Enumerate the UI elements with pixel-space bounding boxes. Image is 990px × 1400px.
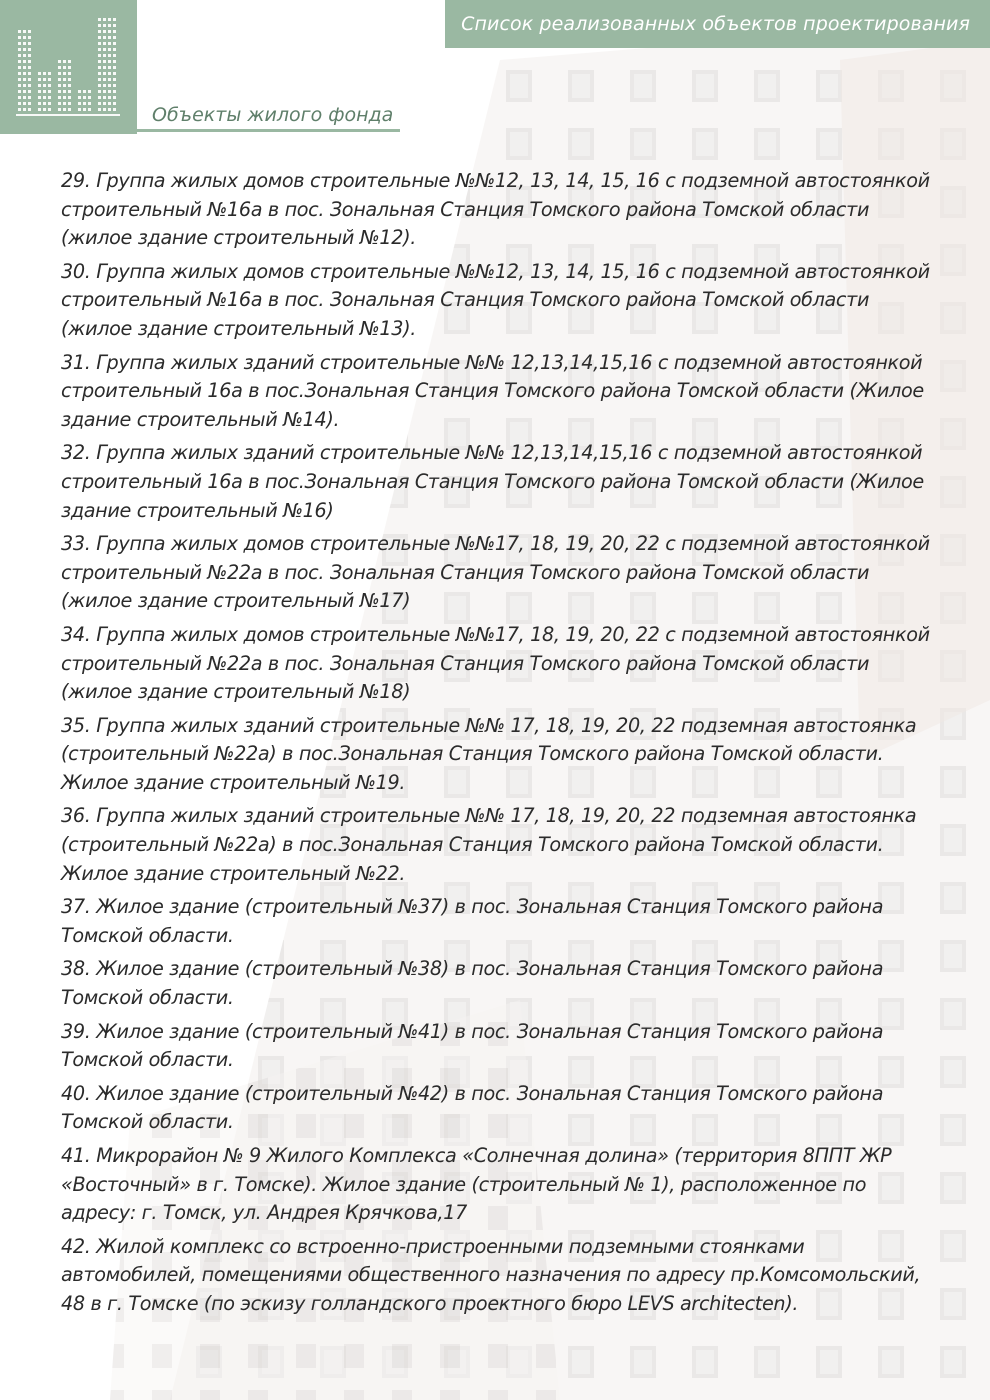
list-item: 39. Жилое здание (строительный №41) в пос. Зональная Станция Томского района Томской области. <box>61 1019 884 1072</box>
list-item: 30. Группа жилых домов строительные №№12, 13, 14, 15, 16 с подземной автостоянкой строительный №16а в пос. Зональная Станция Томского района Томской области (жилое здание строительный №13). <box>61 259 930 340</box>
project-list <box>61 167 941 1324</box>
list-item: 42. Жилой комплекс со встроенно-пристроенными подземными стоянками автомобилей, помещениями общественного назначения по адресу пр.Комсомольский, 48 в г. Томске (по эскизу голландского проектного бюро LEVS architecten). <box>61 1234 921 1315</box>
list-item: 31. Группа жилых зданий строительные №№ 12,13,14,15,16 с подземной автостоянкой строительный 16а в пос.Зональная Станция Томского района Томской области (Жилое здание строительный №14). <box>61 350 924 431</box>
list-item: 41. Микрорайон № 9 Жилого Комплекса «Солнечная долина» (территория 8ППТ ЖР «Восточный» в г. Томске). Жилое здание (строительный № 1), расположенное по адресу: г. Томск, ул. Андрея Крячкова,17 <box>61 1144 892 1225</box>
header-banner-title: Список реализованных объектов проектирования <box>461 13 970 35</box>
section-title: Объекты жилого фонда <box>152 104 394 126</box>
list-item: 33. Группа жилых домов строительные №№17, 18, 19, 20, 22 с подземной автостоянкой строительный №22а в пос. Зональная Станция Томского района Томской области (жилое здание строительный №17) <box>61 532 930 613</box>
list-item: 40. Жилое здание (строительный №42) в пос. Зональная Станция Томского района Томской области. <box>61 1081 884 1134</box>
company-logo <box>0 0 137 134</box>
list-item: 38. Жилое здание (строительный №38) в пос. Зональная Станция Томского района Томской области. <box>61 957 884 1010</box>
list-item: 37. Жилое здание (строительный №37) в пос. Зональная Станция Томского района Томской области. <box>61 895 884 947</box>
list-item: 34. Группа жилых домов строительные №№17, 18, 19, 20, 22 с подземной автостоянкой строительный №22а в пос. Зональная Станция Томского района Томской области (жилое здание строительный №18) <box>61 622 930 704</box>
section-title-underline <box>137 129 400 132</box>
list-item: 29. Группа жилых домов строительные №№12, 13, 14, 15, 16 с подземной автостоянкой строительный №16а в пос. Зональная Станция Томского района Томской области (жилое здание строительный №12). <box>61 169 930 250</box>
list-item: 36. Группа жилых зданий строительные №№ 17, 18, 19, 20, 22 подземная автостоянка (строительный №22а) в пос.Зональная Станция Томского района Томской области. Жилое здание строительный №22. <box>61 804 917 885</box>
list-item: 35. Группа жилых зданий строительные №№ 17, 18, 19, 20, 22 подземная автостоянка (строительный №22а) в пос.Зональная Станция Томского района Томской области. Жилое здание строительный №19. <box>61 713 917 794</box>
header-banner <box>445 0 990 48</box>
bar-chart-building-logo-icon <box>0 0 137 134</box>
list-item: 32. Группа жилых зданий строительные №№ 12,13,14,15,16 с подземной автостоянкой строительный 16а в пос.Зональная Станция Томского района Томской области (Жилое здание строительный №16) <box>61 441 924 522</box>
